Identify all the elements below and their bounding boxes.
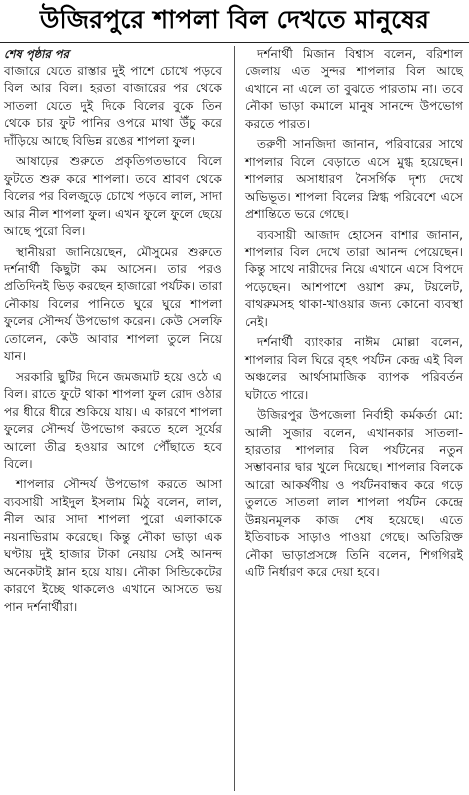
continuation-kicker: শেষ পৃষ্ঠার পর <box>4 47 69 61</box>
paragraph: উজিরপুর উপজেলা নির্বাহী কর্মকর্তা মো: আলী সুজার বলেন, এখানকার সাতলা-হারতার শাপলার বিল পর্যটনের নতুন সম্ভাবনার দ্বার খুলে দিয়েছে। শাপলার বিলকে আরো আকর্ষণীয় ও পর্যটনবান্ধব করে গড়ে তুলতে সাতলা লাল শাপলা পর্যটন কেন্দ্রে উন্নয়নমূলক কাজ শেষ হয়েছে। এতে ইতিবাচক সাড়াও পাওয়া গেছে। অতিরিক্ত নৌকা ভাড়াপ্রসঙ্গে তিনি বলেন, শিগগিরই এটি নির্ধারণ করে দেয়া হবে। <box>245 408 463 580</box>
paragraph: ব্যবসায়ী আজাদ হোসেন বাশার জানান, শাপলার বিল দেখে তারা আনন্দ পেয়েছেন। কিন্তু সাথে নারীদের নিয়ে এখানে এসে বিপদে পড়েছেন। আশপাশে ওয়াশ রুম, টয়লেট, বাথরুমসহ থাকা-খাওয়ার জন্য কোনো ব্যবস্থা নেই। <box>245 227 463 329</box>
paragraph: আষাঢ়ের শুরুতে প্রকৃতিগতভাবে বিলে ফুটতে শুরু করে শাপলা। তবে শ্রাবণ থেকে বিলের পর বিলজুড়ে চোখে পড়বে লাল, সাদা আর নীল শাপলা ফুল। এখন ফুলে ফুলে ছেয়ে আছে পুরো বিল। <box>4 154 222 239</box>
left-column <box>4 46 222 619</box>
paragraph: শাপলার সৌন্দর্য উপভোগ করতে আসা ব্যবসায়ী সাইদুল ইসলাম মিঠু বলেন, লাল, নীল আর সাদা শাপলা পুরো এলাকাকে নয়নাভিরাম করেছে। কিন্তু নৌকা ভাড়া এক ঘণ্টায় দুই হাজার টাকা নেয়ায় সেই আনন্দ অনেকটাই ম্লান হয়ে যায়। নৌকা সিন্ডিকেটের কারণে ইচ্ছে থাকলেও এখানে আসতে ভয় পান দর্শনার্থীরা। <box>4 477 222 614</box>
paragraph: দর্শনার্থী মিজান বিশ্বাস বলেন, বরিশাল জেলায় এত সুন্দর শাপলার বিল আছে এখানে না এলে তা বুঝতে পারতাম না। তবে নৌকা ভাড়া কমালে মানুষ সানন্দে উপভোগ করতে পারত। <box>245 47 463 131</box>
paragraph: তরুণী সানজিদা জানান, পরিবারের সাথে শাপলার বিলে বেড়াতে এসে মুগ্ধ হয়েছেন। শাপলার অসাধারণ নৈসর্গিক দৃশ্য দেখে অভিভূত। শাপলা বিলের স্নিগ্ধ পরিবেশে এসে প্রশান্তিতে ভরে গেছে। <box>245 137 463 222</box>
paragraph: বাজারে যেতে রাস্তার দুই পাশে চোখে পড়বে বিল আর বিল। হরতা বাজারের পর থেকে সাতলা যেতে দুই দিকে বিলের বুকে তিন থেকে চার ফুট পানির ওপরে মাথা উঁচু করে দাঁড়িয়ে আছে বিভিন্ন রঙের শাপলা ফুল। <box>4 64 222 148</box>
headline: উজিরপুরে শাপলা বিল দেখতে মানুষের <box>0 0 469 43</box>
column-divider <box>234 46 235 791</box>
right-column <box>245 46 463 585</box>
paragraph: দর্শনার্থী ব্যাংকার নাঈম মোল্লা বলেন, শাপলার বিল ঘিরে বৃহৎ পর্যটন কেন্দ্র এই বিল অঞ্চলের আর্থসামাজিক ব্যাপক পরিবর্তন ঘটাতে পারে। <box>245 335 463 402</box>
paragraph: স্থানীয়রা জানিয়েছেন, মৌসুমের শুরুতে দর্শনার্থী কিছুটা কম আসেন। তার পরও প্রতিদিনই ভিড় করছেন হাজারো পর্যটক। তারা নৌকায় বিলের পানিতে ঘুরে ঘুরে শাপলা ফুলের সৌন্দর্য উপভোগ করেন। কেউ সেলফি তোলেন, কেউ আবার শাপলা তুলে নিয়ে যান। <box>4 244 222 364</box>
paragraph: সরকারি ছুটির দিনে জমজমাট হয়ে ওঠে এ বিল। রাতে ফুটে থাকা শাপলা ফুল রোদ ওঠার পর ধীরে ধীরে শুকিয়ে যায়। এ কারণে শাপলা ফুলের সৌন্দর্য উপভোগ করতে হলে সূর্যের আলো তীব্র হওয়ার আগে পৌঁছাতে হবে বিলে। <box>4 369 222 471</box>
